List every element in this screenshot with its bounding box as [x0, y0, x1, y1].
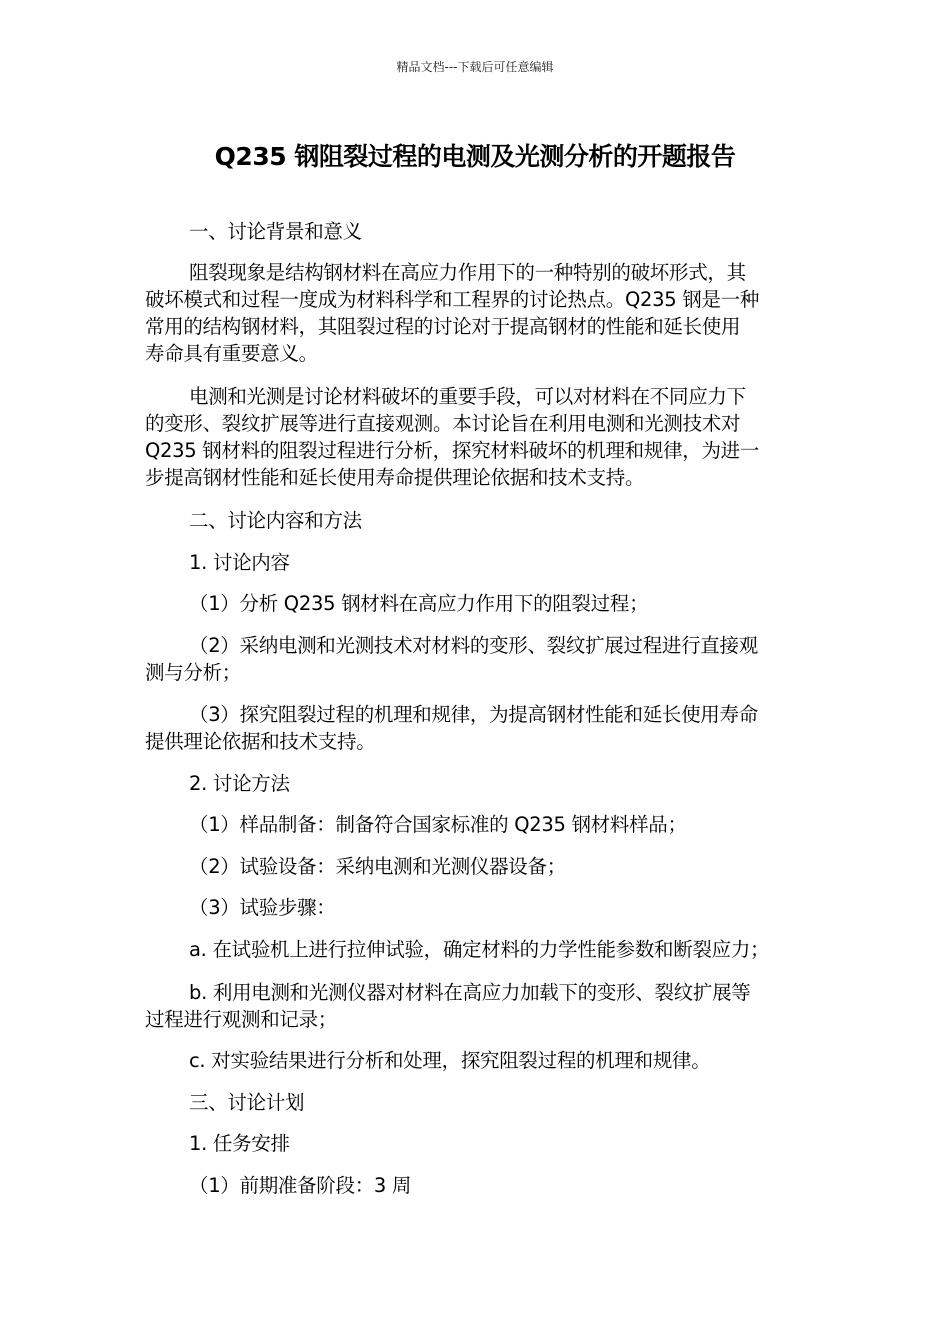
- paragraph-background-1: [145, 259, 810, 367]
- section-heading-background: [145, 218, 810, 245]
- list-item-method-1: [145, 811, 810, 838]
- subheading-content: [145, 549, 810, 576]
- list-item-content-2: [145, 632, 810, 686]
- text-line: 1. 讨论内容: [189, 551, 290, 574]
- list-item-method-2: [145, 853, 810, 880]
- section-heading-content-method: [145, 507, 810, 534]
- text-line: 提供理论依据和技术支持。: [145, 730, 376, 753]
- list-item-content-1: [145, 590, 810, 617]
- text-line: 一、讨论背景和意义: [189, 220, 362, 243]
- text-line: b. 利用电测和光测仪器对材料在高应力加载下的变形、裂纹扩展等: [189, 981, 751, 1004]
- header-watermark: 精品文档---下载后可任意编辑: [396, 60, 554, 74]
- text-line: 二、讨论内容和方法: [189, 509, 362, 532]
- text-line: （1）前期准备阶段：3 周: [189, 1174, 412, 1197]
- text-line: 测与分析；: [145, 661, 242, 684]
- subheading-method: [145, 770, 810, 797]
- text-line: （2）试验设备：采纳电测和光测仪器设备；: [189, 855, 566, 878]
- paragraph-background-2: [145, 383, 810, 491]
- section-heading-plan: [145, 1089, 810, 1116]
- text-line: c. 对实验结果进行分析和处理，探究阻裂过程的机理和规律。: [189, 1049, 711, 1072]
- document-title: Q235 钢阻裂过程的电测及光测分析的开题报告: [214, 142, 736, 171]
- text-line: 常用的结构钢材料，其阻裂过程的讨论对于提高钢材的性能和延长使用: [145, 315, 741, 338]
- subheading-tasks: [145, 1130, 810, 1157]
- text-line: 步提高钢材性能和延长使用寿命提供理论依据和技术支持。: [145, 466, 645, 489]
- text-line: （3）试验步骤：: [189, 896, 336, 919]
- list-item-content-3: [145, 701, 810, 755]
- step-b: [145, 979, 810, 1033]
- text-line: 破坏模式和过程一度成为材料科学和工程界的讨论热点。Q235 钢是一种: [145, 288, 760, 311]
- text-line: 的变形、裂纹扩展等进行直接观测。本讨论旨在利用电测和光测技术对: [145, 412, 741, 435]
- text-line: Q235 钢材料的阻裂过程进行分析，探究材料破坏的机理和规律，为进一: [145, 439, 760, 462]
- text-line: 三、讨论计划: [189, 1091, 305, 1114]
- text-line: 过程进行观测和记录；: [145, 1008, 338, 1031]
- step-c: [145, 1047, 810, 1074]
- text-line: a. 在试验机上进行拉伸试验，确定材料的力学性能参数和断裂应力；: [189, 938, 770, 961]
- text-line: 2. 讨论方法: [189, 772, 290, 795]
- text-line: （1）分析 Q235 钢材料在高应力作用下的阻裂过程；: [189, 592, 649, 615]
- text-line: 1. 任务安排: [189, 1132, 290, 1155]
- list-item-method-3: [145, 894, 810, 921]
- text-line: （2）采纳电测和光测技术对材料的变形、裂纹扩展过程进行直接观: [189, 634, 758, 657]
- text-line: 阻裂现象是结构钢材料在高应力作用下的一种特别的破坏形式，其: [189, 261, 746, 284]
- step-a: [145, 936, 810, 963]
- text-line: 电测和光测是讨论材料破坏的重要手段，可以对材料在不同应力下: [189, 385, 746, 408]
- text-line: 寿命具有重要意义。: [145, 342, 318, 365]
- text-line: （3）探究阻裂过程的机理和规律，为提高钢材性能和延长使用寿命: [189, 703, 758, 726]
- text-line: （1）样品制备：制备符合国家标准的 Q235 钢材料样品；: [189, 813, 687, 836]
- list-item-plan-1: [145, 1172, 810, 1199]
